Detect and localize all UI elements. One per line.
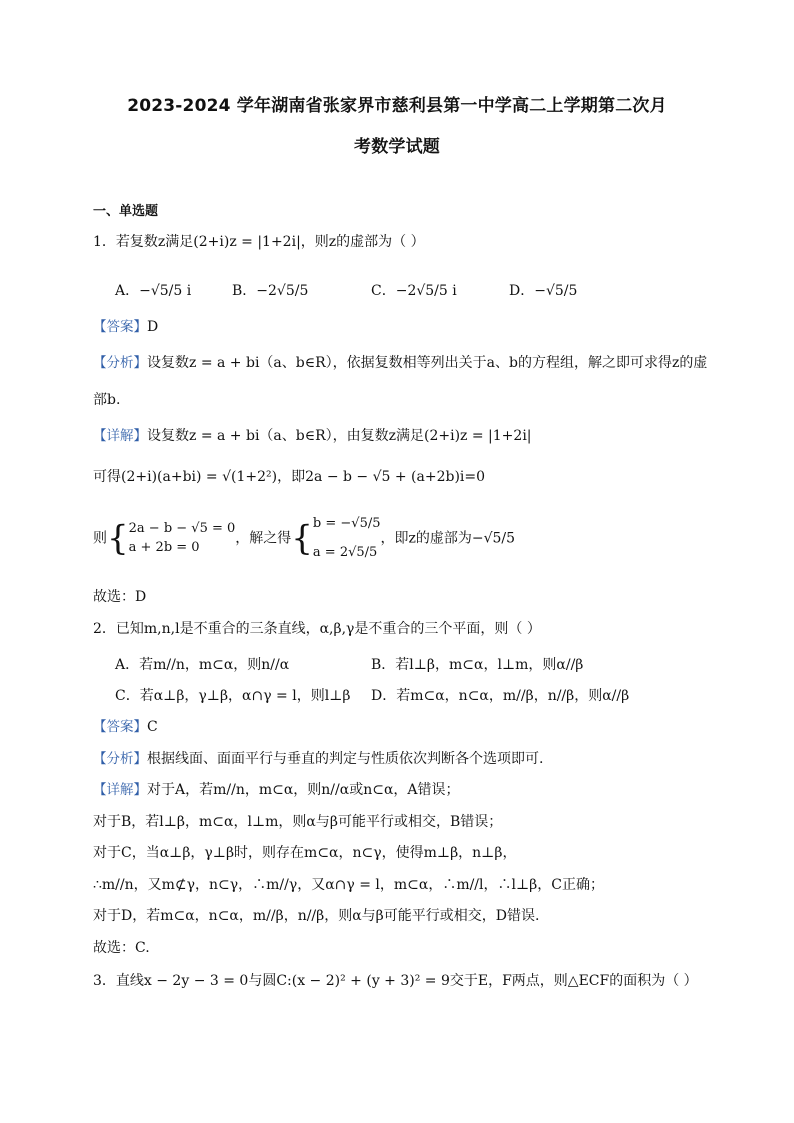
equation-system-1 — [129, 520, 236, 558]
detail-tag: 【详解】 — [93, 782, 147, 798]
answer-tag: 【答案】 — [93, 719, 147, 735]
document-title-line-1: 2023-2024 学年湖南省张家界市慈利县第一中学高二上学期第二次月 — [127, 96, 667, 116]
sys2-equation-a: a = 2√5/5 — [312, 544, 378, 560]
sys1-equation-b: a + 2b = 0 — [128, 539, 200, 555]
q1-detail-row — [93, 429, 532, 444]
answer-tag: 【答案】 — [93, 319, 147, 335]
q1-analysis-1: 设复数z = a + bi（a、b∈R），依据复数相等列出关于a、b的方程组，解之即可求得z的虚 — [147, 355, 708, 371]
q1-detail-3 — [93, 510, 515, 567]
q1-detail-2: 可得(2+i)(a+bi) = √(1+2²)，即2a − b − √5 + (a+2b)i=0 — [93, 469, 486, 485]
brace-left: { — [291, 518, 313, 559]
section-heading: 一、单选题 — [93, 204, 159, 219]
q2-answer: C — [147, 719, 158, 735]
brace-left: { — [107, 518, 129, 559]
analysis-tag: 【分析】 — [93, 751, 147, 767]
q2-option-a: A．若m//n，m⊂α，则n//α — [115, 657, 290, 673]
q2-detail-3: 对于C，当α⊥β，γ⊥β时，则存在m⊂α，n⊂γ，使得m⊥β，n⊥β， — [93, 845, 517, 861]
q2-detail-2: 对于B，若l⊥β，m⊂α，l⊥m，则α与β可能平行或相交，B错误； — [93, 814, 503, 830]
q1-detail-3-pre: 则 — [93, 530, 107, 547]
q1-answer-row — [93, 320, 158, 335]
q2-analysis-row — [93, 752, 543, 767]
sys2-equation-b: b = −√5/5 — [312, 516, 381, 531]
q2-option-d: D．若m⊂α，n⊂α，m//β，n//β，则α//β — [371, 688, 630, 704]
q1-option-a: A．−√5/5 i — [115, 283, 192, 299]
q1-conclusion: 故选：D — [93, 589, 147, 605]
q2-answer-row — [93, 720, 158, 735]
q2-analysis: 根据线面、面面平行与垂直的判定与性质依次判断各个选项即可. — [147, 751, 544, 767]
equation-system-2 — [313, 510, 381, 567]
q1-detail-3-post: ，即z的虚部为−√5/5 — [380, 530, 516, 547]
sys1-equation-a: 2a − b − √5 = 0 — [128, 520, 236, 536]
q1-option-d: D．−√5/5 — [509, 283, 578, 299]
document-title-line-2: 考数学试题 — [354, 137, 440, 157]
q3-stem: 3．直线x − 2y − 3 = 0与圆C:(x − 2)² + (y + 3)² = 9交于E，F两点，则△ECF的面积为（ ） — [93, 973, 698, 989]
q1-analysis-row — [93, 356, 707, 371]
q1-answer: D — [147, 319, 159, 335]
q2-stem: 2．已知m,n,l是不重合的三条直线，α,β,γ是不重合的三个平面，则（ ） — [93, 621, 541, 637]
q2-detail-5: 对于D，若m⊂α，n⊂α，m//β，n//β，则α与β可能平行或相交，D错误. — [93, 908, 540, 924]
q2-option-c: C．若α⊥β，γ⊥β，α∩γ = l，则l⊥β — [115, 688, 351, 704]
q1-option-b: B．−2√5/5 — [232, 283, 309, 299]
q1-stem: 1．若复数z满足(2+i)z = |1+2i|，则z的虚部为（ ） — [93, 234, 425, 250]
detail-tag: 【详解】 — [93, 428, 147, 444]
q1-detail-1: 设复数z = a + bi（a、b∈R），由复数z满足(2+i)z = |1+2i| — [147, 428, 532, 444]
q1-option-c: C．−2√5/5 i — [371, 283, 457, 299]
q2-detail-row — [93, 783, 460, 798]
q2-option-b: B．若l⊥β，m⊂α，l⊥m，则α//β — [371, 657, 584, 673]
q1-detail-3-mid: ，解之得 — [235, 530, 292, 547]
analysis-tag: 【分析】 — [93, 355, 147, 371]
q2-conclusion: 故选：C. — [93, 940, 150, 956]
q1-analysis-2: 部b. — [93, 392, 121, 408]
q2-detail-4: ∴m//n，又m⊄γ，n⊂γ，∴m//γ，又α∩γ = l，m⊂α，∴m//l，∴l⊥β，C正确； — [93, 877, 604, 893]
q2-detail-1: 对于A，若m//n，m⊂α，则n//α或n⊂α，A错误； — [147, 782, 460, 798]
